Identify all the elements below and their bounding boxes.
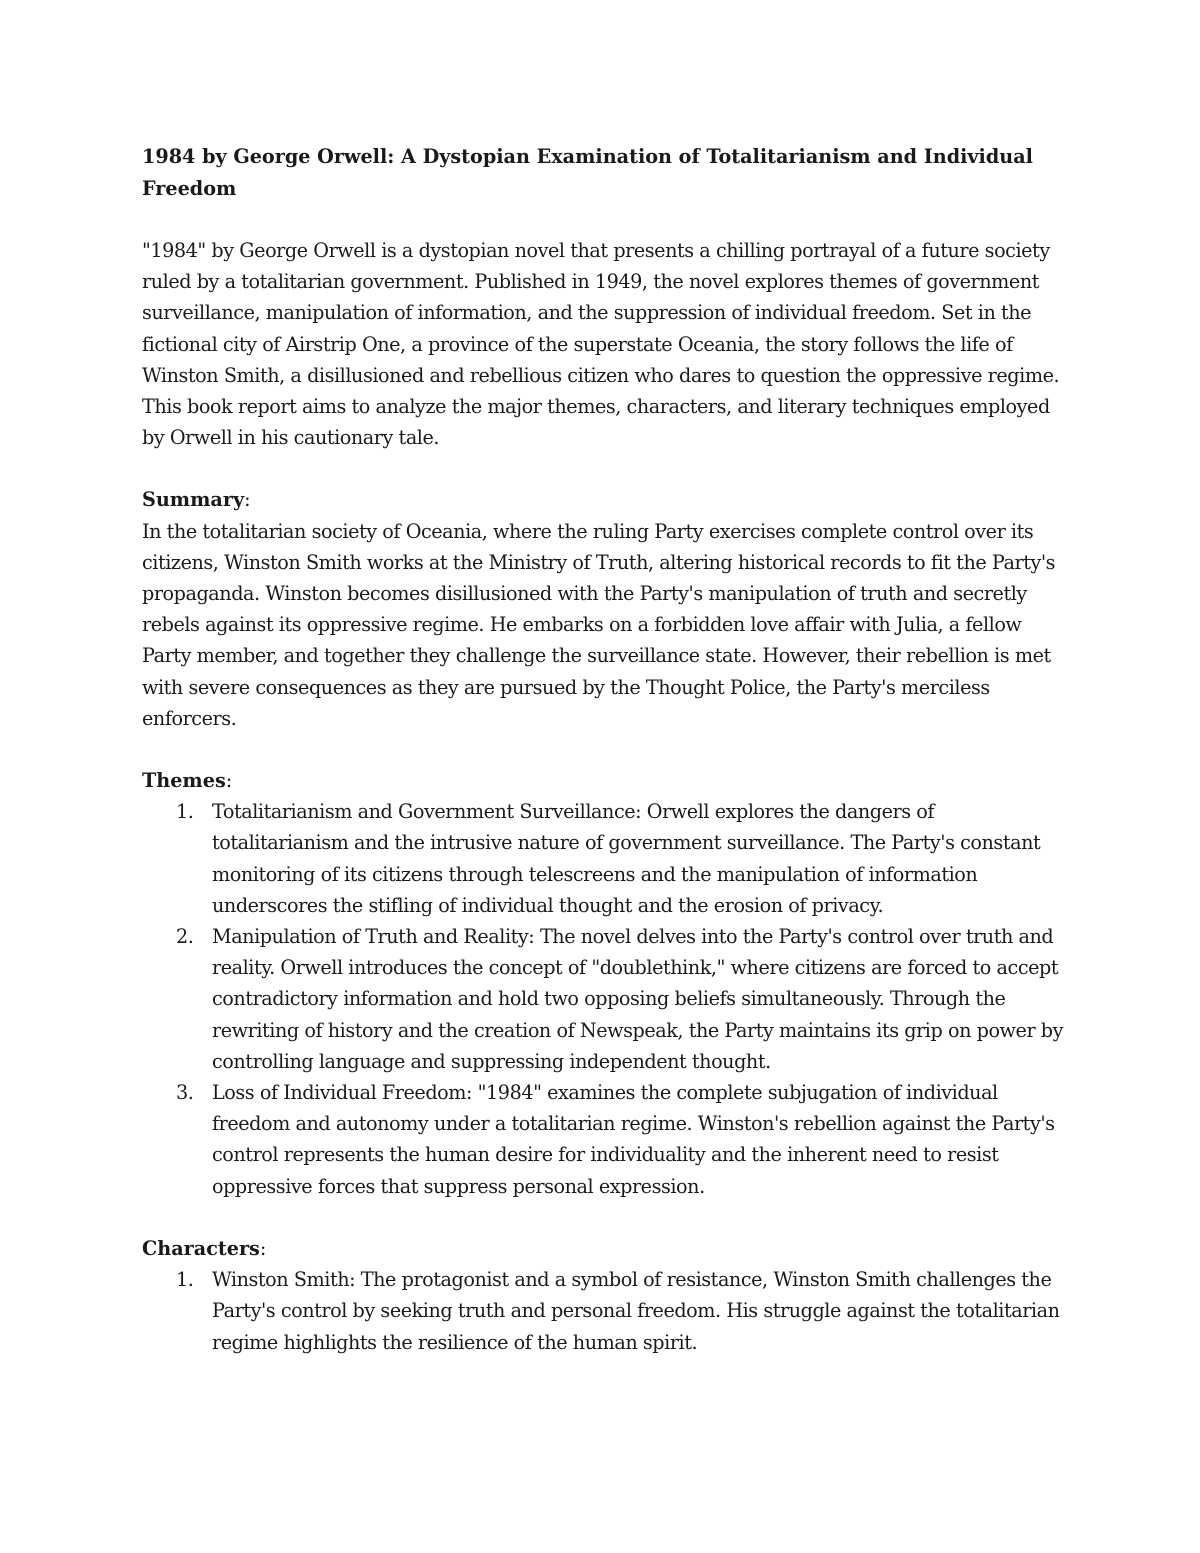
spacer xyxy=(142,734,1072,765)
themes-heading xyxy=(142,765,1072,796)
list-item-number: 2. xyxy=(176,925,194,949)
summary-paragraph: In the totalitarian society of Oceania, where the ruling Party exercises complete control over its citizens, Winston Smith works at the Ministry of Truth, altering historical records to fit the Party's propaganda. Winston becomes disillusioned with the Party's manipulation of truth and secretly rebels against its oppressive regime. He embarks on a forbidden love affair with Julia, a fellow Party member, and together they challenge the surveillance state. However, their rebellion is met with severe consequences as they are pursued by the Thought Police, the Party's merciless enforcers. xyxy=(142,519,1056,730)
themes-list xyxy=(142,796,1072,1202)
summary-heading xyxy=(142,484,1072,515)
characters-list xyxy=(142,1264,1072,1358)
summary-heading-text: Summary xyxy=(142,488,245,512)
list-item-number: 3. xyxy=(176,1081,194,1105)
list-item-text: Totalitarianism and Government Surveillance: Orwell explores the dangers of totalitarianism and the intrusive nature of government surveillance. The Party's constant monitoring of its citizens through telescreens and the manipulation of information underscores the stifling of individual thought and the erosion of privacy. xyxy=(212,800,1041,917)
list-item xyxy=(142,796,1072,921)
list-item xyxy=(142,1264,1072,1358)
list-item xyxy=(142,921,1072,1077)
themes-heading-text: Themes xyxy=(142,769,226,793)
characters-heading-colon: : xyxy=(259,1236,267,1260)
list-item-text: Manipulation of Truth and Reality: The novel delves into the Party's control over truth and reality. Orwell introduces the concept of "doublethink," where citizens are forced to accept contradictory information and hold two opposing beliefs simultaneously. Through the rewriting of history and the creation of Newspeak, the Party maintains its grip on power by controlling language and suppressing independent thought. xyxy=(212,925,1064,1073)
document-body xyxy=(142,141,1072,1358)
list-item-text: Winston Smith: The protagonist and a symbol of resistance, Winston Smith challenges the Party's control by seeking truth and personal freedom. His struggle against the totalitarian regime highlights the resilience of the human spirit. xyxy=(212,1268,1060,1354)
spacer xyxy=(142,204,1072,235)
summary-heading-colon: : xyxy=(244,488,251,512)
list-item-number: 1. xyxy=(176,800,194,824)
list-item-text: Loss of Individual Freedom: "1984" examines the complete subjugation of individual freedom and autonomy under a totalitarian regime. Winston's rebellion against the Party's control represents the human desire for individuality and the inherent need to resist oppressive forces that suppress personal expression. xyxy=(212,1081,1055,1198)
spacer xyxy=(142,453,1072,484)
spacer xyxy=(142,1202,1072,1233)
themes-heading-colon: : xyxy=(225,769,233,793)
document-title: 1984 by George Orwell: A Dystopian Examination of Totalitarianism and Individual Freedom xyxy=(142,145,1033,200)
intro-paragraph: "1984" by George Orwell is a dystopian novel that presents a chilling portrayal of a future society ruled by a totalitarian government. Published in 1949, the novel explores themes of government surveillance, manipulation of information, and the suppression of individual freedom. Set in the fictional city of Airstrip One, a province of the superstate Oceania, the story follows the life of Winston Smith, a disillusioned and rebellious citizen who dares to question the oppressive regime. This book report aims to analyze the major themes, characters, and literary techniques employed by Orwell in his cautionary tale. xyxy=(142,239,1060,450)
list-item-number: 1. xyxy=(176,1268,194,1292)
characters-heading-text: Characters xyxy=(142,1236,260,1260)
characters-heading xyxy=(142,1233,1072,1264)
list-item xyxy=(142,1077,1072,1202)
